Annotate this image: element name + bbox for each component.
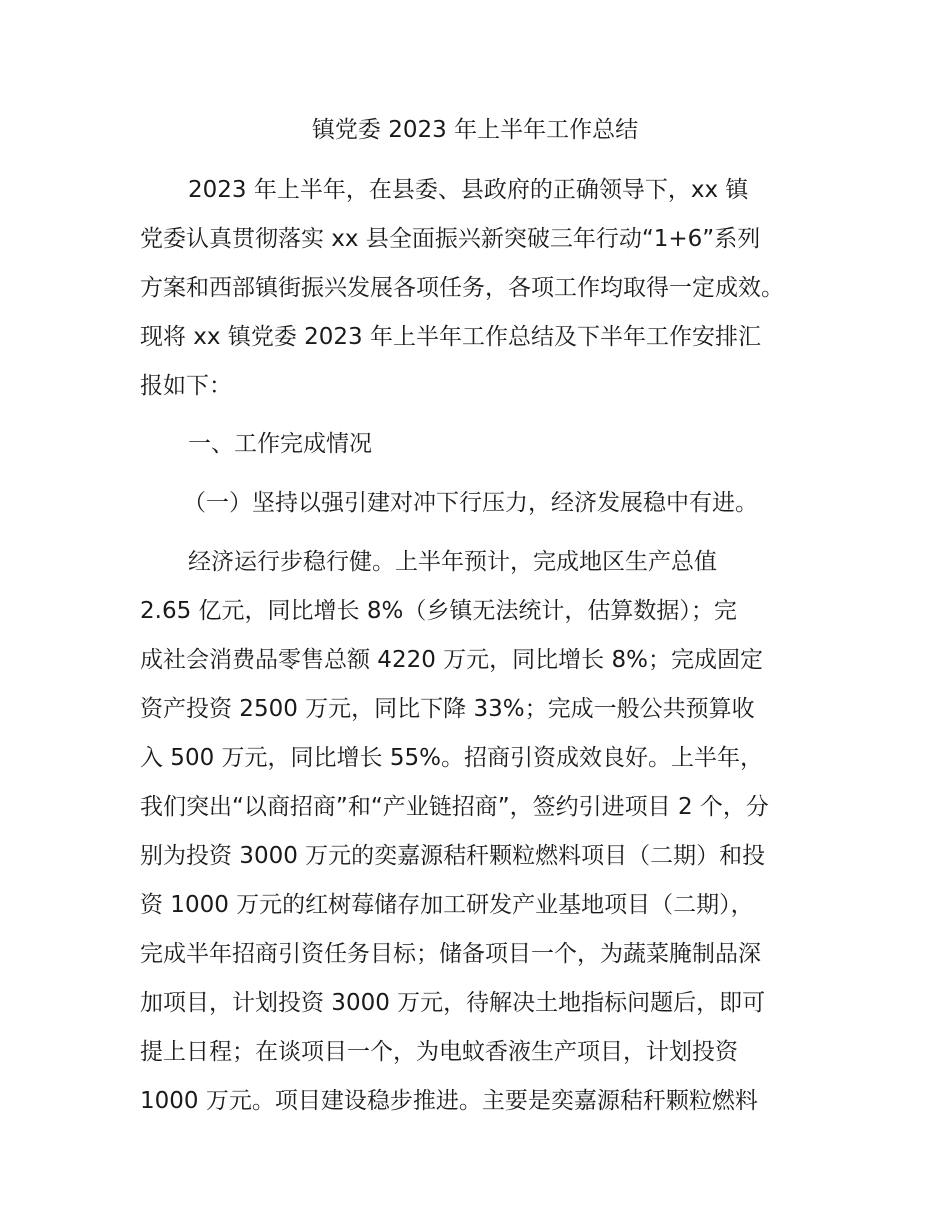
paragraph-line: 资 1000 万元的红树莓储存加工研发产业基地项目（二期）， [140,892,754,918]
paragraph-line: 方案和西部镇街振兴发展各项任务，各项工作均取得一定成效。 [140,275,784,301]
paragraph-line: 1000 万元。项目建设稳步推进。主要是奕嘉源秸秆颗粒燃料 [140,1088,758,1114]
paragraph-line: 入 500 万元，同比增长 55%。招商引资成效良好。上半年， [140,745,763,771]
paragraph-line: 2023 年上半年，在县委、县政府的正确领导下，xx 镇 [188,177,749,203]
paragraph-line: 完成半年招商引资任务目标；储备项目一个，为蔬菜腌制品深 [140,941,761,967]
paragraph-line: 资产投资 2500 万元，同比下降 33%；完成一般公共预算收 [140,696,755,722]
subsection-heading: （一）坚持以强引建对冲下行压力，经济发展稳中有进。 [183,490,758,516]
paragraph-line: 党委认真贯彻落实 xx 县全面振兴新突破三年行动“1+6”系列 [140,226,761,252]
section-heading: 一、工作完成情况 [188,431,372,457]
document-title: 镇党委 2023 年上半年工作总结 [311,117,639,143]
paragraph-line: 报如下： [140,373,232,399]
paragraph-line: 现将 xx 镇党委 2023 年上半年工作总结及下半年工作安排汇 [140,324,761,350]
paragraph-line: 经济运行步稳行健。上半年预计，完成地区生产总值 [188,549,717,575]
paragraph-line: 我们突出“以商招商”和“产业链招商”，签约引进项目 2 个，分 [140,794,769,820]
paragraph-line: 别为投资 3000 万元的奕嘉源秸秆颗粒燃料项目（二期）和投 [140,843,766,869]
paragraph-line: 2.65 亿元，同比增长 8%（乡镇无法统计，估算数据）；完 [140,598,737,624]
paragraph-line: 加项目，计划投资 3000 万元，待解决土地指标问题后，即可 [140,990,766,1016]
paragraph-line: 成社会消费品零售总额 4220 万元，同比增长 8%；完成固定 [140,647,763,673]
paragraph-line: 提上日程；在谈项目一个，为电蚊香液生产项目，计划投资 [140,1039,738,1065]
